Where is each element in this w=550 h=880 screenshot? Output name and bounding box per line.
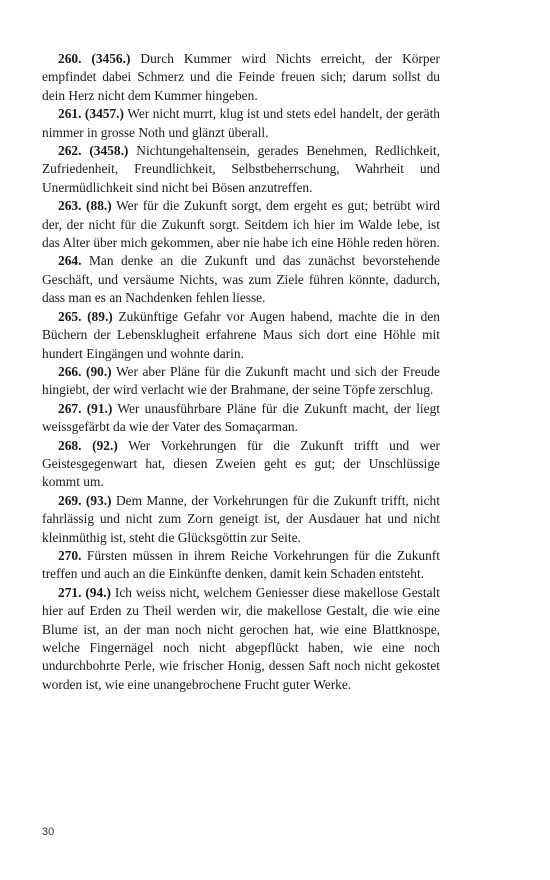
verse-270: [42, 547, 440, 584]
verse-266: [42, 363, 440, 400]
verse-number: 263. (88.): [58, 198, 112, 214]
verse-261: [42, 105, 440, 142]
verse-268: [42, 437, 440, 492]
verse-number: 271. (94.): [58, 584, 111, 600]
verse-number: 264.: [58, 253, 82, 269]
verse-263: [42, 197, 440, 252]
verse-number: 267. (91.): [58, 400, 113, 416]
verse-text: Wer unausführbare Pläne für die Zukunft macht, der liegt weissgefärbt da wie der Vater des Somaçarman.: [42, 400, 441, 435]
verse-number: 261. (3457.): [58, 106, 124, 122]
verse-text: Man denke an die Zukunft und das zunächst bevorstehende Geschäft, und versäume Nichts, was zum Ziele führen könnte, dadurch, dass man es an Nachdenken fehlen liesse.: [42, 253, 440, 306]
verse-260: [42, 50, 440, 105]
verse-number: 262. (3458.): [58, 143, 129, 159]
verse-267: [42, 400, 440, 437]
verse-number: 268. (92.): [58, 437, 118, 453]
verse-number: 265. (89.): [58, 308, 113, 324]
verse-number: 266. (90.): [58, 363, 112, 379]
verse-text: Durch Kummer wird Nichts erreicht, der Körper empfindet dabei Schmerz und die Feinde freuen sich; darum sollst du dein Herz nicht dem Kummer hingeben.: [42, 51, 440, 103]
verse-271: [42, 584, 440, 694]
verse-262: [42, 142, 440, 197]
verse-number: 269. (93.): [58, 492, 112, 508]
verse-text: Dem Manne, der Vorkehrungen für die Zukunft trifft, nicht fahrlässig und nicht zum Zorn geneigt ist, der Ausdauer hat und nicht kleinmüthig ist, steht die Glücksgöttin zur Seite.: [42, 492, 440, 545]
verse-text: Fürsten müssen in ihrem Reiche Vorkehrungen für die Zukunft treffen und auch an die Einkünfte denken, damit kein Schaden entsteht.: [42, 547, 440, 582]
verse-number: 260. (3456.): [58, 51, 131, 66]
verse-text: Nichtungehaltensein, gerades Benehmen, Redlichkeit, Zufriedenheit, Freundlichkeit, Selbstbeherrschung, Wahrheit und Unermüdlichkeit sind nicht bei Bösen anzutreffen.: [42, 143, 440, 195]
verse-number: 270.: [58, 547, 82, 563]
page-body: [42, 50, 440, 694]
verse-text: Wer aber Pläne für die Zukunft macht und sich der Freude hingiebt, der wird verlacht wie der Brahmane, der seine Töpfe zerschlug.: [42, 363, 440, 398]
verse-text: Zukünftige Gefahr vor Augen habend, machte die in den Büchern der Lebensklugheit erfahrene Maus sich dort eine Höhle mit hundert Eingängen und wohnte darin.: [42, 308, 440, 361]
verse-264: [42, 252, 440, 307]
verse-text: Wer nicht murrt, klug ist und stets edel handelt, der geräth nimmer in grosse Noth und glänzt überall.: [42, 106, 440, 140]
page-number: 30: [42, 826, 55, 838]
verse-265: [42, 308, 440, 363]
verse-text: Wer für die Zukunft sorgt, dem ergeht es gut; betrübt wird der, der nicht für die Zukunft sorgt. Seitdem ich hier im Walde lebe, ist das Alter über mich gekommen, aber nie habe ich eine Höhle reden hören.: [42, 198, 440, 251]
verse-text: Ich weiss nicht, welchem Geniesser diese makellose Gestalt hier auf Erden zu Theil werden wir, die makellose Gestalt, die wie eine Blume ist, an der man noch nicht gerochen hat, wie eine Blattknospe, welche Fingernägel noch nicht abgepflückt haben, wie eine noch undurchbohrte Perle, wie frischer Honig, dessen Saft noch nicht gekostet worden ist, wie eine unangebrochene Frucht guter Werke.: [42, 584, 440, 692]
verse-text: Wer Vorkehrungen für die Zukunft trifft und wer Geistesgegenwart hat, diesen Zweien geht es gut; der Unschlüssige kommt um.: [42, 437, 440, 490]
verse-269: [42, 492, 440, 547]
